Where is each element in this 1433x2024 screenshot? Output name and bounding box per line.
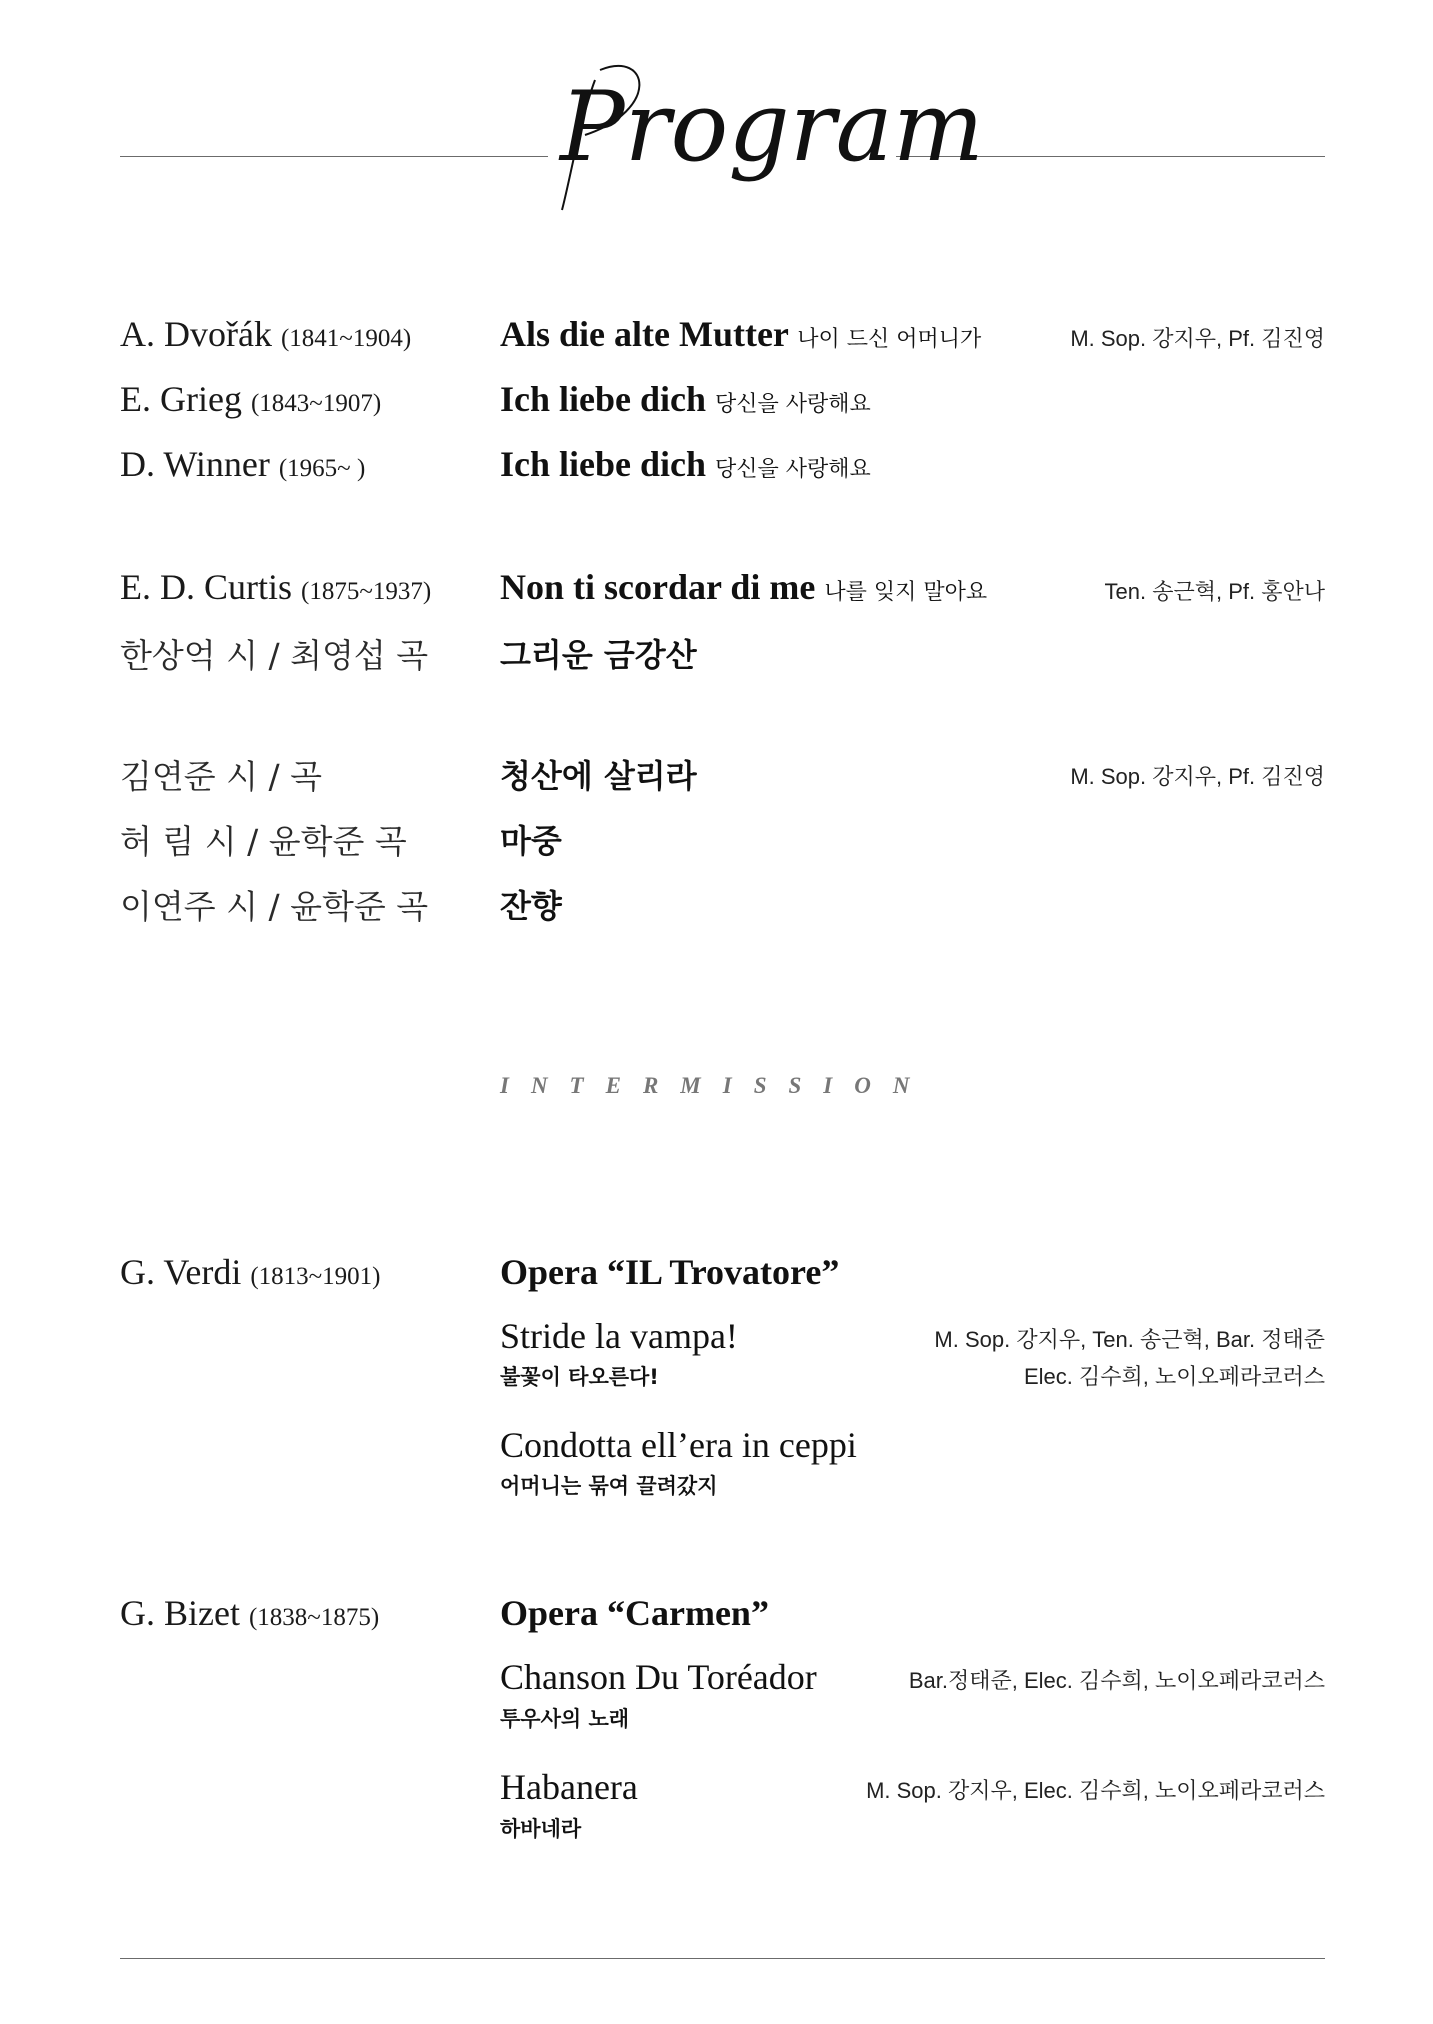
composer-winner bbox=[120, 443, 365, 485]
opera-carmen: Opera “Carmen” bbox=[500, 1593, 769, 1633]
work-als-die-alte-mutter bbox=[500, 313, 981, 355]
performers: M. Sop. 강지우, Elec. 김수희, 노이오페라코러스 bbox=[866, 1778, 1325, 1803]
aria-toreador-kr: 투우사의 노래 bbox=[500, 1707, 630, 1731]
work-non-ti-scordar-di-me bbox=[500, 566, 987, 608]
composer-name: E. Grieg bbox=[120, 379, 242, 419]
aria-habanera-kr: 하바네라 bbox=[500, 1817, 582, 1841]
composer-name: D. Winner bbox=[120, 444, 270, 484]
composer-verdi bbox=[120, 1251, 381, 1293]
footer-rule bbox=[120, 1958, 1325, 1959]
composer-name: E. D. Curtis bbox=[120, 567, 293, 607]
work-ich-liebe-dich-winner bbox=[500, 443, 871, 485]
composer-kim: 김연준 시 / 곡 bbox=[120, 757, 322, 796]
aria-condotta: Condotta ell’era in ceppi bbox=[500, 1425, 857, 1465]
composer-name: G. Bizet bbox=[120, 1593, 240, 1633]
title-script-text: Program bbox=[560, 71, 984, 183]
program-title-script bbox=[540, 40, 984, 230]
work-title: Ich liebe dich bbox=[500, 444, 707, 484]
composer-years: (1841~1904) bbox=[280, 325, 412, 352]
composer-years: (1813~1901) bbox=[250, 1263, 381, 1290]
composer-years: (1875~1937) bbox=[301, 578, 432, 605]
composer-bizet bbox=[120, 1592, 379, 1634]
composer-grieg bbox=[120, 378, 381, 420]
performers: Bar.정태준, Elec. 김수희, 노이오페라코러스 bbox=[908, 1668, 1325, 1693]
work-title-kr: 나이 드신 어머니가 bbox=[797, 327, 982, 352]
performers: M. Sop. 강지우, Pf. 김진영 bbox=[1070, 326, 1325, 351]
work-title: Ich liebe dich bbox=[500, 379, 707, 419]
work-title-kr: 나를 잊지 말아요 bbox=[824, 580, 988, 605]
aria-stride-la-vampa-kr: 불꽃이 타오른다! bbox=[500, 1365, 659, 1389]
work-title-kr: 당신을 사랑해요 bbox=[715, 392, 871, 417]
opera-il-trovatore: Opera “IL Trovatore” bbox=[500, 1252, 840, 1292]
composer-years: (1838~1875) bbox=[248, 1604, 380, 1631]
work-title: Als die alte Mutter bbox=[500, 314, 789, 354]
performers-line-2: Elec. 김수희, 노이오페라코러스 bbox=[1023, 1364, 1325, 1389]
aria-stride-la-vampa: Stride la vampa! bbox=[500, 1316, 738, 1356]
work-cheongsan: 청산에 살리라 bbox=[500, 757, 697, 795]
composer-heo-yoon: 허 림 시 / 윤학준 곡 bbox=[120, 822, 407, 861]
composer-curtis bbox=[120, 566, 431, 608]
performers-line-1: M. Sop. 강지우, Ten. 송근혁, Bar. 정태준 bbox=[934, 1327, 1325, 1352]
composer-han-choi: 한상억 시 / 최영섭 곡 bbox=[120, 636, 429, 675]
composer-dvorak bbox=[120, 313, 411, 355]
performers: M. Sop. 강지우, Pf. 김진영 bbox=[1070, 764, 1325, 789]
aria-condotta-kr: 어머니는 묶여 끌려갔지 bbox=[500, 1474, 718, 1498]
composer-years: (1965~ ) bbox=[278, 455, 366, 482]
work-majung: 마중 bbox=[500, 822, 562, 860]
composer-years: (1843~1907) bbox=[250, 390, 382, 417]
aria-habanera: Habanera bbox=[500, 1767, 638, 1807]
composer-name: A. Dvořák bbox=[120, 314, 272, 354]
work-title-kr: 당신을 사랑해요 bbox=[715, 457, 871, 482]
composer-name: G. Verdi bbox=[120, 1252, 242, 1292]
work-title: Non ti scordar di me bbox=[500, 567, 816, 607]
intermission-label: INTERMISSION bbox=[500, 1073, 932, 1098]
header-rule-left bbox=[120, 156, 548, 157]
aria-toreador: Chanson Du Toréador bbox=[500, 1657, 817, 1697]
work-janhyang: 잔향 bbox=[500, 887, 562, 925]
work-ich-liebe-dich-grieg bbox=[500, 378, 871, 420]
work-geuriun-geumgangsan: 그리운 금강산 bbox=[500, 636, 697, 674]
performers: Ten. 송근혁, Pf. 홍안나 bbox=[1104, 579, 1325, 604]
composer-lee-yoon: 이연주 시 / 윤학준 곡 bbox=[120, 887, 429, 926]
